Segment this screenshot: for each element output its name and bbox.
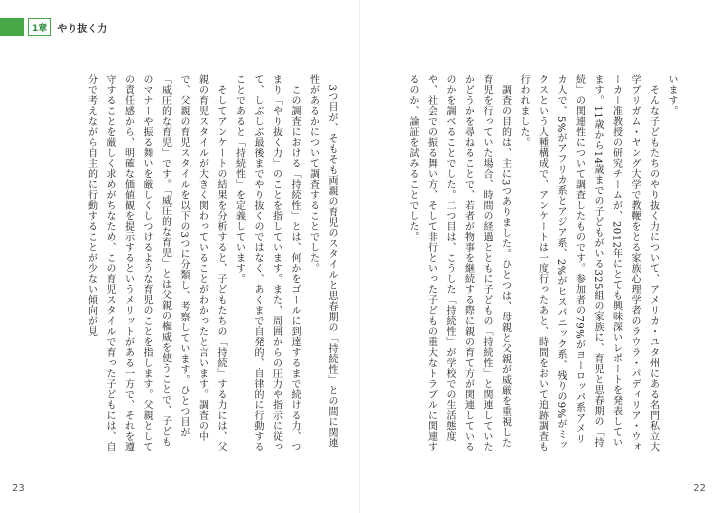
chapter-header: [0, 17, 107, 37]
right-page-number: 22: [693, 483, 706, 494]
chapter-tag: 1章: [28, 18, 51, 36]
left-page-number: 23: [12, 483, 25, 494]
gutter-divider: [359, 0, 360, 513]
chapter-color-bar: [0, 18, 24, 36]
left-page-body-text: 3つ目が、そもそも両親の育児のスタイルと思春期の「持続性」との間に関連性があるかについて調査することでした。 この調査における「持続性」とは、何かをゴールに到達するまで続ける力、つまり「やり抜く力」のことを指しています。また、周囲からの圧力や指示に従って、しぶしぶ最後までやり抜くのではなく、あくまで自発的、自律的に行動することであると「持続性」を定義しています。 そしてアンケートの結果を分析すると、子どもたちの「持続」する力には、父親の育児スタイルが大きく関わっていることがわかったと言います。調査の中で、父親の育児スタイルを以下の3つに分類し、考察しています。ひとつ目が「威圧的な育児」です。「威圧的な育児」とは父親の権威を使うことで、子どものマナーや振る舞いを厳しくしつけるような育児のことを指します。父親としての責任感から、明確な価値観を提示するというメリットがある一方で、それを遵守することを厳しく求めがちなため、この育児スタイルで育った子どもには、自分で考えながら自主的に行動することが少ない傾向が見: [85, 74, 337, 452]
chapter-title: やり抜く力: [57, 23, 108, 35]
right-page-body-text: います。 そんな子どもたちのやり抜く力について、アメリカ・ユタ州にある名門私立大学ブリガム・ヤング大学で教鞭をとる家族心理学者のラウラ・パディリア・ウォーカー准教授の研究チームが、2012年にとても興味深いレポートを発表しています。11歳から14歳までの子どもがいる325組の家族に、育児と思春期の「持続」の関連性について調査したものです。参加者の79%がヨーロッパ系アメリカ人で、5%がアフリカ系とアジア系、2%がヒスパニック系、残りの9%がミックスという人種構成で、アンケートは一度行ったあと、時間をおいて追跡調査も行われました。 調査の目的は、主に3つありました。ひとつは、母親と父親が威厳を重視した育児を行っていた場合、時間の経過とともに子どもの「持続性」と関連していたかどうかを尋ねることで、若者が物事を継続する際に親の育て方が関連しているのかを調べることでした。二つ目は、こうした「持続性」が学校での生活態度や、社会での振る舞い方、そして非行といった子どもの重大なトラブルに関連するのか、論証を試みることでした。: [407, 74, 677, 452]
